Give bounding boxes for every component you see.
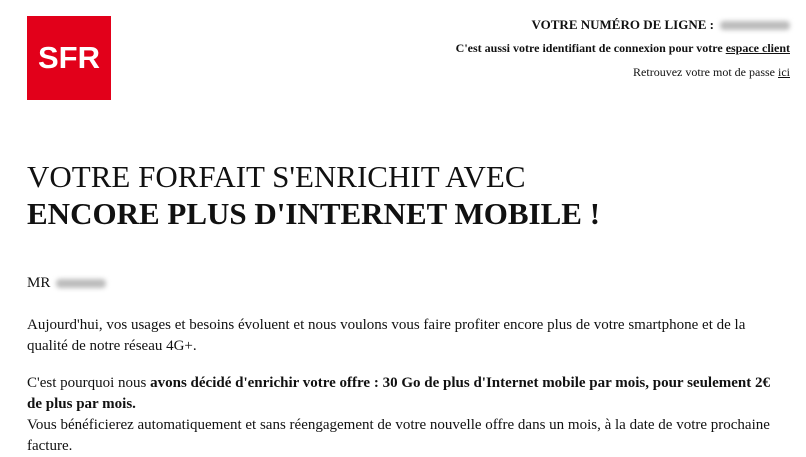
sfr-logo: [27, 16, 111, 100]
paragraph-offer: [27, 373, 787, 415]
account-header: [330, 16, 790, 80]
password-note: [330, 64, 790, 80]
offer-highlight: avons décidé d'enrichir votre offre : 30 Go de plus d'Internet mobile par mois, pour seulement 2€ de plus par mois.: [27, 375, 770, 412]
line-number-label: VOTRE NUMÉRO DE LIGNE :: [531, 17, 714, 32]
espace-client-link[interactable]: espace client: [725, 41, 790, 55]
greeting: [27, 273, 106, 293]
headline-line-1: VOTRE FORFAIT S'ENRICHIT AVEC: [27, 159, 526, 194]
identifier-text: C'est aussi votre identifiant de connexion pour votre: [455, 41, 723, 55]
paragraph-intro: Aujourd'hui, vos usages et besoins évoluent et nous voulons vous faire profiter encore plus de votre smartphone et de la qualité de notre réseau 4G+.: [27, 317, 746, 354]
password-link[interactable]: ici: [778, 65, 790, 79]
headline-line-2: ENCORE PLUS D'INTERNET MOBILE !: [27, 196, 601, 231]
logo-text: SFR: [38, 40, 100, 75]
salutation: MR: [27, 275, 51, 291]
line-number-row: [330, 16, 790, 34]
offer-intro-text: C'est pourquoi nous: [27, 375, 151, 391]
redacted-line-number: [720, 21, 790, 30]
paragraph-activation: Vous bénéficierez automatiquement et sans réengagement de votre nouvelle offre dans un mois, à la date de votre prochaine facture.: [27, 417, 770, 454]
password-text: Retrouvez votre mot de passe: [633, 65, 775, 79]
redacted-name: [56, 279, 106, 288]
identifier-note: [330, 40, 790, 56]
